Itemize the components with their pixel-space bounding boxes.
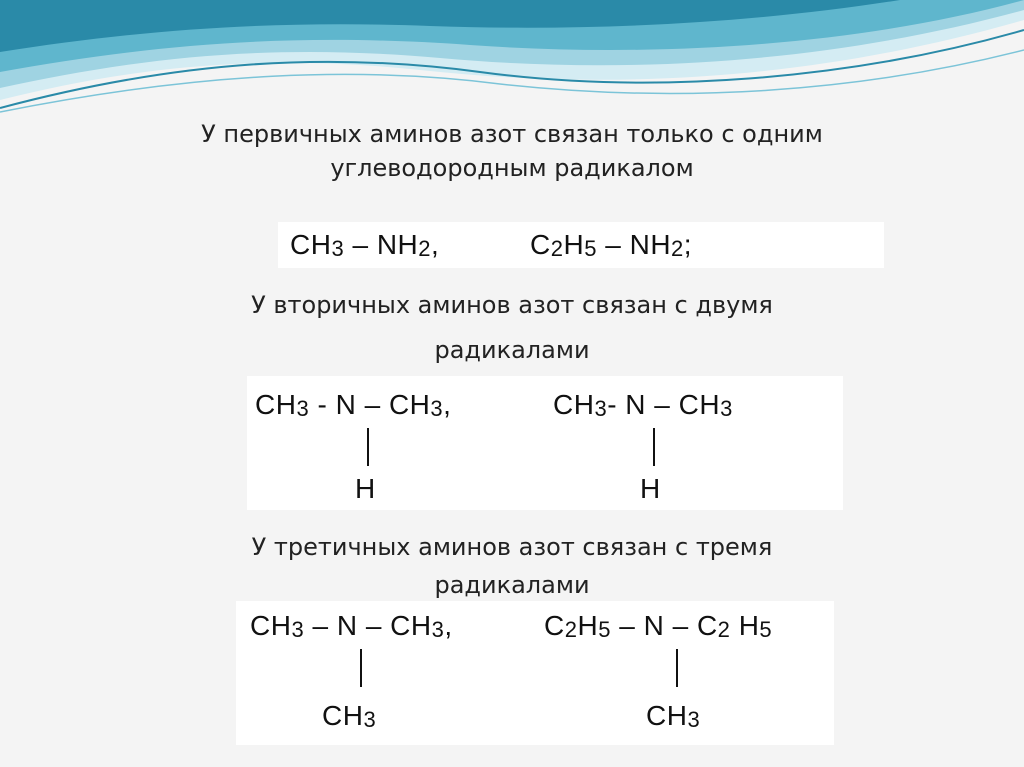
secondary-bond-2 [653, 428, 655, 466]
secondary-formula-dimethylamine-2: $CH_3-$ N – $CH_3$ [553, 389, 733, 421]
primary-formula-box [278, 222, 884, 268]
primary-heading-line2: углеводородным радикалом [330, 154, 694, 182]
tertiary-methyl-2: $CH_3$ [646, 700, 701, 732]
primary-heading-line1: У первичных аминов азот связан только с одним [201, 120, 823, 148]
secondary-heading-line1: У вторичных аминов азот связан с двумя [251, 291, 773, 319]
secondary-bond-1 [367, 428, 369, 466]
secondary-formula-box [247, 376, 843, 510]
tertiary-bond-1 [360, 649, 362, 687]
tertiary-heading-line1: У третичных аминов азот связан с тремя [251, 533, 773, 561]
secondary-heading-line2: радикалами [434, 336, 590, 364]
tertiary-formula-diethylmethylamine: $C_2H_5$ – N – $C_2$ $H_5$ [544, 610, 773, 642]
tertiary-bond-2 [676, 649, 678, 687]
tertiary-methyl-1: $CH_3$ [322, 700, 377, 732]
tertiary-formula-box [236, 601, 834, 745]
tertiary-formula-trimethylamine: $CH_3$ – N – $CH_3$, [250, 610, 453, 642]
secondary-hydrogen-1: H [355, 473, 376, 504]
primary-formula-ethylamine: $C_2H_5 - NH_2$; [530, 229, 693, 261]
header-wave-decoration [0, 0, 1024, 120]
primary-formula-methylamine: $CH_3 - NH_2$, [290, 229, 440, 261]
secondary-formula-dimethylamine: $CH_3$ - N – $CH_3$, [255, 389, 452, 421]
secondary-hydrogen-2: H [640, 473, 661, 504]
tertiary-heading-line2: радикалами [434, 571, 590, 599]
